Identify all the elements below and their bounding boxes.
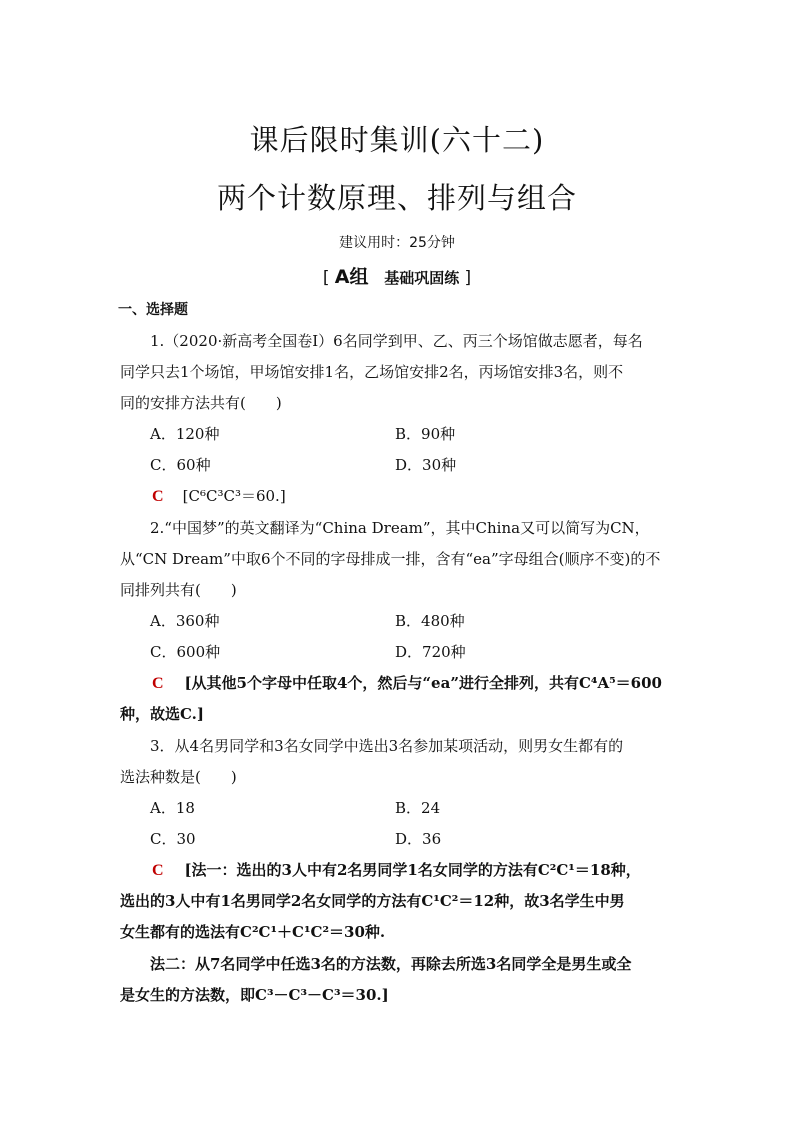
q3-line1: 3．从4名男同学和3名女同学中选出3名参加某项活动，则男女生都有的: [150, 737, 624, 755]
section-heading: 一、选择题: [118, 302, 188, 318]
q1-answer-line: [152, 486, 712, 507]
q2-line3: 同排列共有( ): [120, 581, 237, 599]
q3-explanation-line3: 女生都有的选法有C²C¹＋C¹C²＝30种.: [120, 923, 386, 941]
q1-option-b: B．90种: [395, 425, 456, 443]
q3-explanation-line5: 是女生的方法数，即C³－C³－C³＝30.]: [120, 986, 389, 1004]
q2-line1: 2.“中国梦”的英文翻译为“China Dream”，其中China又可以简写为CN，: [150, 519, 650, 537]
q3-explanation-line1: [法一：选出的3人中有2名男同学1名女同学的方法有C²C¹＝18种，: [184, 861, 641, 879]
q3-answer-line: [152, 860, 712, 881]
q3-option-d: D．36: [395, 830, 442, 848]
group-bracket-close: ]: [464, 268, 472, 288]
q2-explanation-line2: 种，故选C.]: [120, 705, 204, 723]
q2-line2: 从“CN Dream”中取6个不同的字母排成一排，含有“ea”字母组合(顺序不变)的不: [120, 550, 661, 568]
q2-answer: C: [152, 675, 164, 692]
q3-line2: 选法种数是( ): [120, 768, 237, 786]
q1-answer: C: [152, 488, 164, 505]
q1-option-row1: [150, 424, 710, 444]
q3-option-row1: [150, 798, 710, 818]
q3-option-row2: [150, 829, 710, 849]
q3-option-c: C．30: [150, 830, 196, 848]
q1-option-c: C．60种: [150, 456, 211, 474]
q2-option-d: D．720种: [395, 643, 466, 661]
q2-option-a: A．360种: [150, 612, 220, 630]
q3-option-a: A．18: [150, 799, 195, 817]
group-heading: [0, 262, 794, 289]
q2-option-row1: [150, 611, 710, 631]
q2-option-c: C．600种: [150, 643, 221, 661]
q2-option-b: B．480种: [395, 612, 465, 630]
q1-line1: 1.（2020·新高考全国卷Ⅰ）6名同学到甲、乙、丙三个场馆做志愿者，每名: [150, 332, 643, 350]
suggested-time: 建议用时：25分钟: [339, 235, 455, 251]
q1-explanation: [C⁶C³C³＝60.]: [182, 487, 286, 505]
q2-answer-line: [152, 673, 712, 694]
page-subtitle: 两个计数原理、排列与组合: [216, 181, 577, 215]
q1-option-row2: [150, 455, 710, 475]
q3-option-b: B．24: [395, 799, 441, 817]
q1-line3: 同的安排方法共有( ): [120, 394, 282, 412]
q1-line2: 同学只去1个场馆，甲场馆安排1名，乙场馆安排2名，丙场馆安排3名，则不: [120, 363, 624, 381]
q1-option-d: D．30种: [395, 456, 457, 474]
group-bracket-open: [: [322, 268, 330, 288]
page-title: 课后限时集训(六十二): [249, 123, 545, 157]
q3-explanation-line4: 法二：从7名同学中任选3名的方法数，再除去所选3名同学全是男生或全: [150, 955, 632, 973]
q3-explanation-line2: 选出的3人中有1名男同学2名女同学的方法有C¹C²＝12种，故3名学生中男: [120, 892, 625, 910]
q2-option-row2: [150, 642, 710, 662]
q2-explanation-line1: [从其他5个字母中任取4个，然后与“ea”进行全排列，共有C⁴A⁵＝600: [184, 674, 662, 692]
group-a-label: A组: [334, 266, 369, 288]
q1-option-a: A．120种: [150, 425, 220, 443]
q3-answer: C: [152, 862, 164, 879]
group-label: 基础巩固练: [384, 269, 460, 287]
